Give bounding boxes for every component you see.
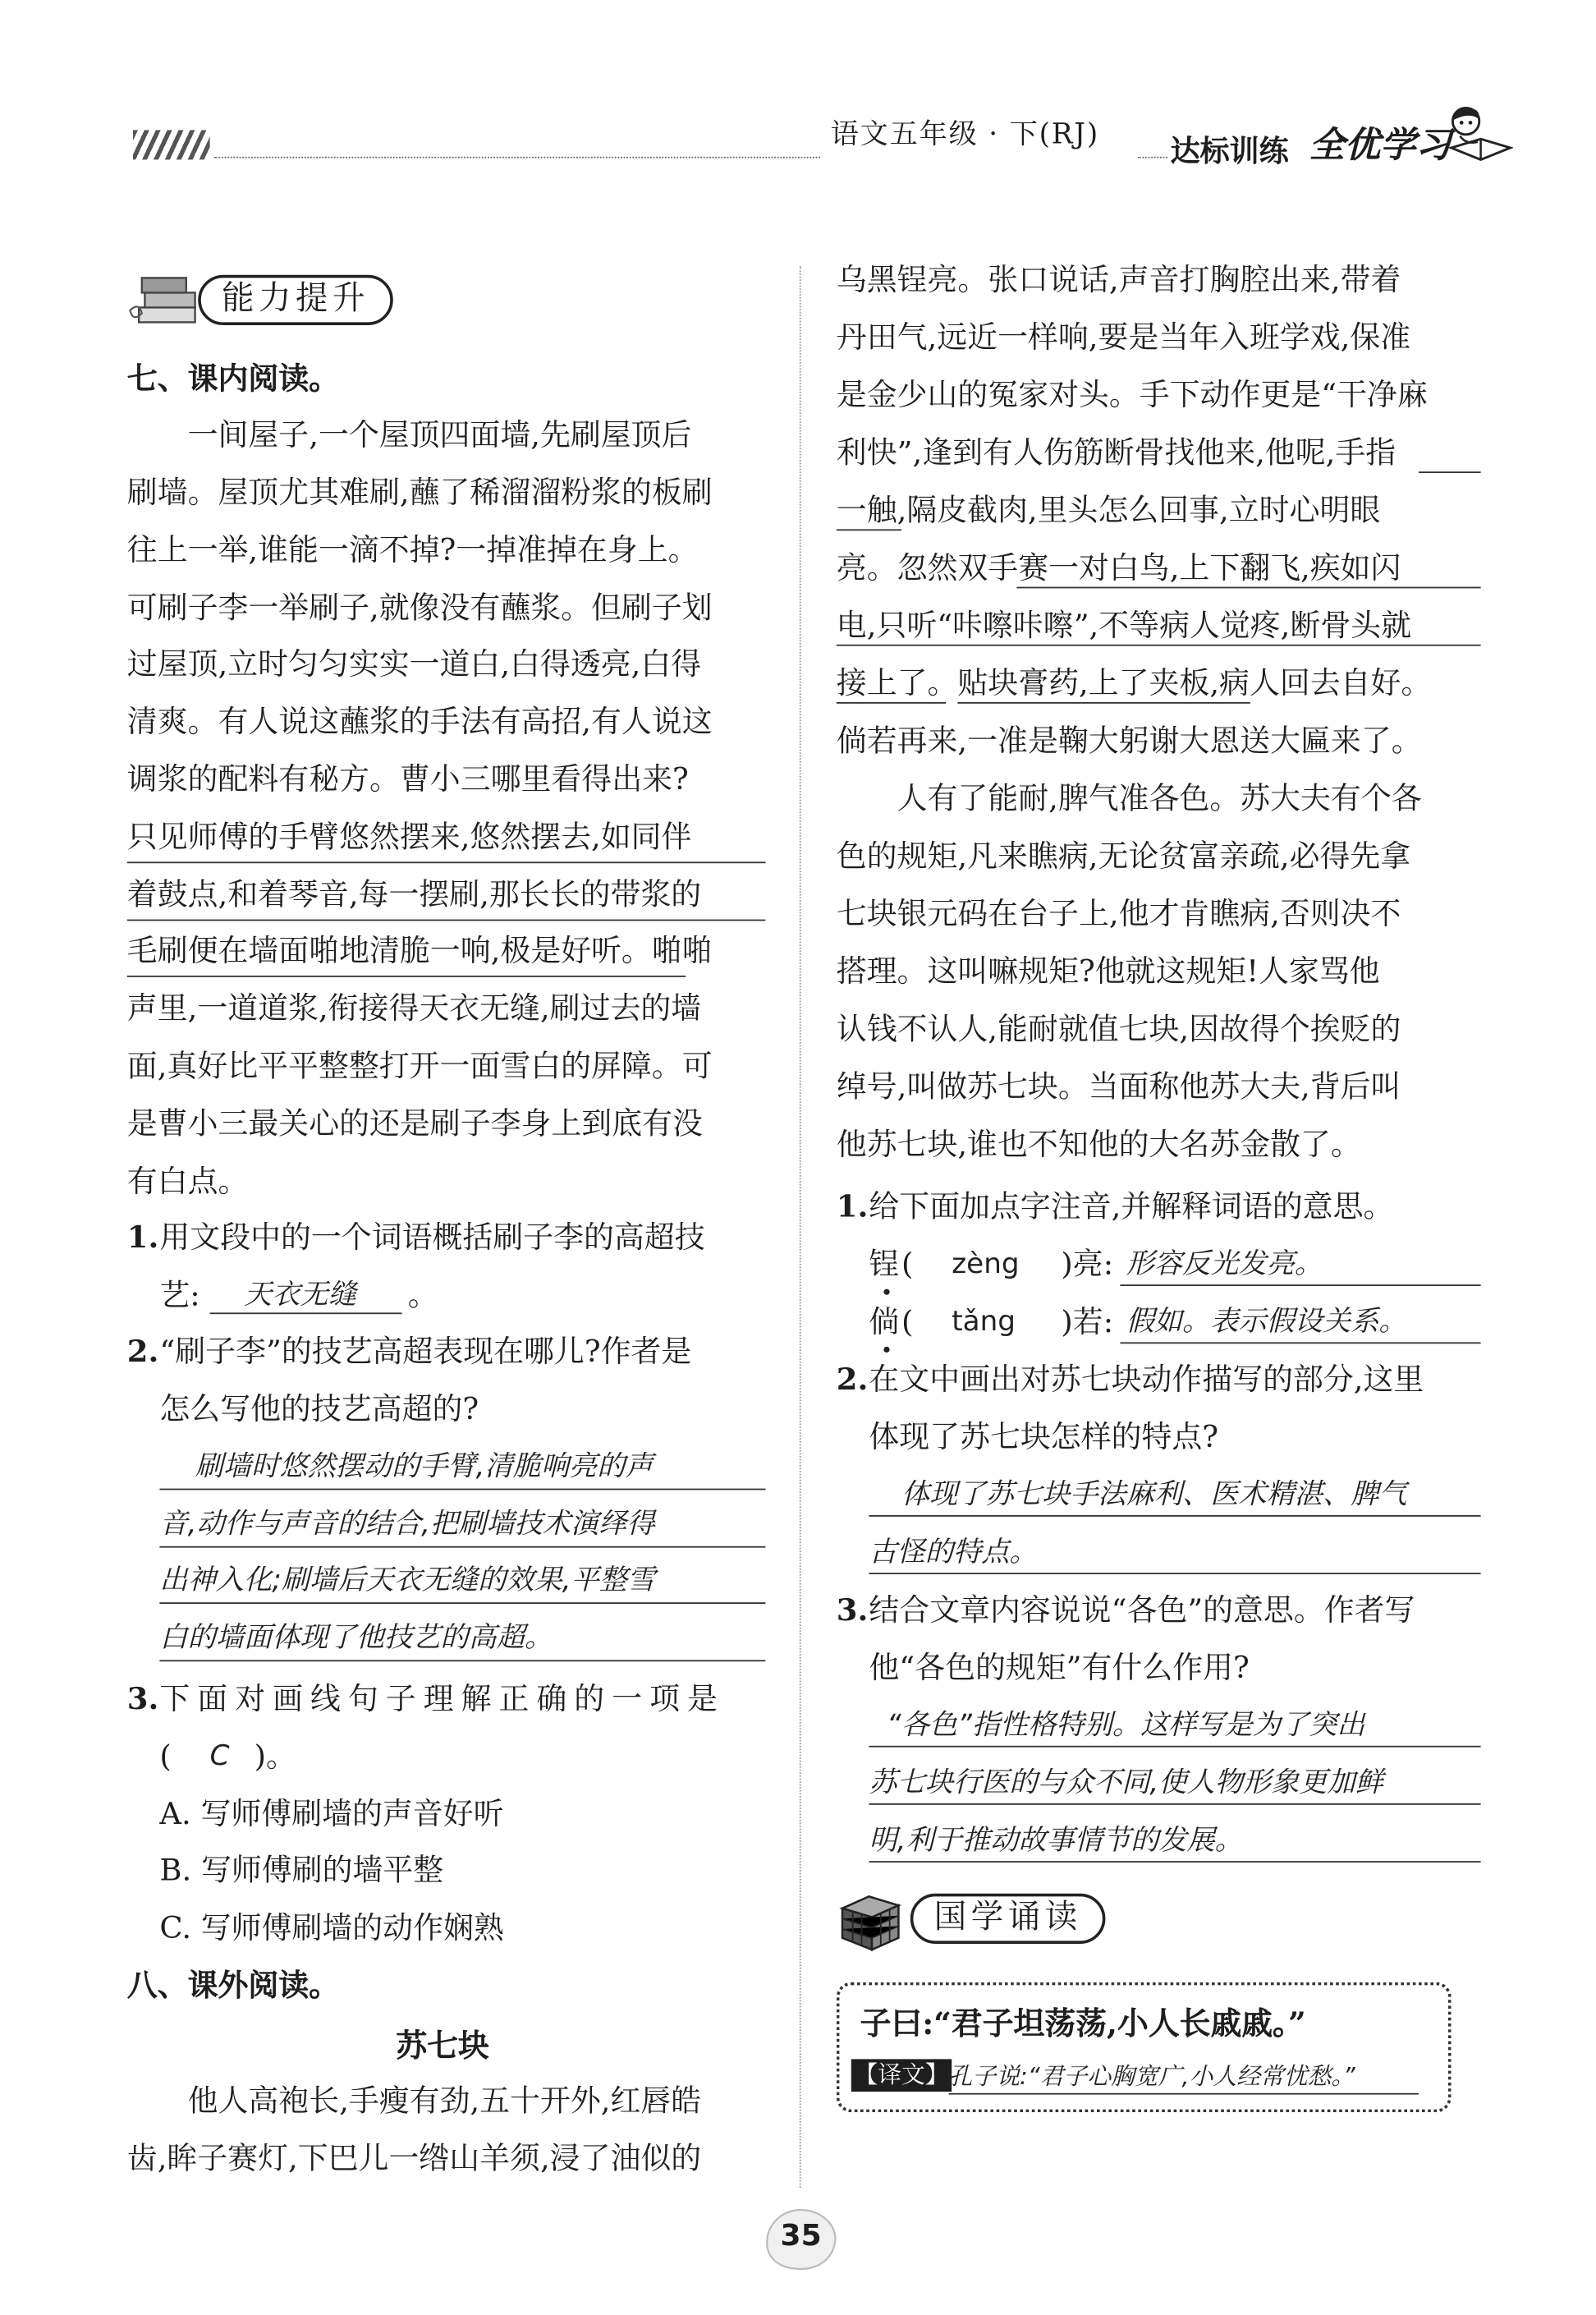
question-text: 下面对画线句子理解正确的一项是 xyxy=(159,1680,725,1716)
section-label: 能力提升 xyxy=(198,275,393,325)
underline xyxy=(127,976,686,977)
story-line: 人有了能耐,脾气准各色。苏大夫有个各 xyxy=(897,780,1422,816)
passage-line: 清爽。有人说这蘸浆的手法有高招,有人说这 xyxy=(126,703,713,739)
answer-text: 音,动作与声音的结合,把刷墙技术演绎得 xyxy=(159,1508,655,1541)
passage-line: 是曹小三最关心的还是刷子李身上到底有没 xyxy=(126,1105,703,1141)
story-line: 丹田气,远近一样响,要是当年入班学戏,保准 xyxy=(836,319,1411,355)
pinyin-answer: zèng xyxy=(952,1247,1020,1280)
passage-line: 可刷子李一举刷子,就像没有蘸浆。但刷子划 xyxy=(126,590,713,626)
question-text: 。 xyxy=(407,1277,438,1313)
story-line: 倘若再来,一准是鞠大躬谢大恩送大匾来了。 xyxy=(836,723,1422,759)
answer-text: “各色”指性格特别。这样写是为了突出 xyxy=(887,1708,1365,1742)
story-line: 齿,眸子赛灯,下巴儿一绺山羊须,浸了油似的 xyxy=(126,2140,702,2176)
answer-line xyxy=(869,1515,1480,1517)
answer-text: 形容反光发亮。 xyxy=(1126,1247,1323,1280)
answer-text: 出神入化;刷墙后天衣无缝的效果,平整雪 xyxy=(159,1564,656,1596)
header-rule-right xyxy=(1138,157,1167,158)
option-b: B. 写师傅刷的墙平整 xyxy=(159,1852,444,1888)
section-label: 国学诵读 xyxy=(910,1894,1106,1944)
passage-line: 调浆的配料有秘方。曹小三哪里看得出来? xyxy=(126,761,689,797)
part8-heading: 八、课外阅读。 xyxy=(126,1967,340,2003)
story-line: 他人高袍长,手瘦有劲,五十开外,红唇皓 xyxy=(187,2083,702,2119)
column-divider xyxy=(800,266,801,2188)
answer-text: 明,利于推动故事情节的发展。 xyxy=(869,1824,1243,1857)
paren-open: ( xyxy=(901,1246,914,1282)
translation-text: 孔子说:“君子心胸宽广,小人经常忧愁。” xyxy=(948,2062,1355,2091)
underline xyxy=(957,702,1250,704)
question-text: 给下面加点字注音,并解释词语的意思。 xyxy=(869,1188,1394,1224)
question-text: )若: xyxy=(1061,1303,1114,1339)
part7-heading: 七、课内阅读。 xyxy=(126,361,340,397)
answer-line xyxy=(1120,1342,1480,1344)
quote-text: 子曰:“君子坦荡荡,小人长戚戚。” xyxy=(860,2004,1306,2042)
answer-line xyxy=(159,1660,765,1661)
answer-line xyxy=(869,1803,1480,1805)
question-text: 体现了苏七块怎样的特点? xyxy=(869,1419,1219,1455)
paren-open: ( xyxy=(901,1303,914,1339)
story-line: 接上了。贴块膏药,上了夹板,病人回去自好。 xyxy=(836,665,1432,701)
underline xyxy=(127,861,766,863)
underline xyxy=(1016,587,1480,589)
underline xyxy=(837,645,1481,646)
rubiks-cube-icon xyxy=(837,1890,910,1953)
answer-text: 苏七块行医的与众不同,使人物形象更加鲜 xyxy=(869,1766,1383,1799)
answer-line xyxy=(869,1746,1480,1748)
option-c: C. 写师傅刷墙的动作娴熟 xyxy=(159,1909,504,1945)
section-badge-guoxue xyxy=(837,1890,1132,1944)
underline xyxy=(837,702,946,704)
emphasis-dot xyxy=(883,1347,889,1353)
passage-line: 声里,一道道浆,衔接得天衣无缝,刷过去的墙 xyxy=(126,990,702,1027)
answer-text: 白的墙面体现了他技艺的高超。 xyxy=(159,1621,553,1655)
question-text: 用文段中的一个词语概括刷子李的高超技 xyxy=(159,1220,705,1256)
story-line: 是金少山的冤家对头。手下动作更是“干净麻 xyxy=(836,377,1428,413)
paren-close: )。 xyxy=(254,1738,296,1774)
question-number: 2. xyxy=(126,1333,159,1369)
books-icon xyxy=(127,272,204,328)
dotted-char: 锃 xyxy=(869,1246,900,1282)
question-text: “刷子李”的技艺高超表现在哪儿?作者是 xyxy=(159,1333,692,1369)
passage-line: 有白点。 xyxy=(126,1163,249,1199)
paren-open: ( xyxy=(159,1738,172,1774)
underline xyxy=(1419,471,1481,473)
header-rule xyxy=(214,157,820,158)
answer-text: 天衣无缝 xyxy=(244,1279,356,1311)
underline xyxy=(837,529,901,531)
question-number: 1. xyxy=(126,1220,159,1256)
answer-line xyxy=(1120,1284,1480,1286)
question-number: 3. xyxy=(126,1680,159,1716)
question-text: 艺: xyxy=(159,1277,200,1313)
passage-line-underlined: 只见师傅的手臂悠然摆来,悠然摆去,如同伴 xyxy=(126,819,692,855)
answer-line xyxy=(869,1861,1480,1863)
question-number: 2. xyxy=(836,1361,869,1397)
answer-line xyxy=(159,1489,765,1491)
question-text: 怎么写他的技艺高超的? xyxy=(159,1390,479,1426)
page-number: 35 xyxy=(780,2217,822,2253)
passage-line: 刷墙。屋顶尤其难刷,蘸了稀溜溜粉浆的板刷 xyxy=(126,474,713,510)
passage-line: 面,真好比平平整整打开一面雪白的屏障。可 xyxy=(126,1048,713,1084)
brand-logo: 全优学习 xyxy=(1309,124,1452,166)
question-number: 3. xyxy=(836,1592,869,1628)
story-line: 搭理。这叫嘛规矩?他就这规矩!人家骂他 xyxy=(836,953,1380,990)
pinyin-answer: tǎng xyxy=(952,1305,1016,1338)
question-number: 1. xyxy=(836,1188,869,1224)
answer-line xyxy=(159,1546,765,1548)
answer-text: 刷墙时悠然摆动的手臂,清脆响亮的声 xyxy=(195,1449,654,1483)
question-text: )亮: xyxy=(1061,1246,1114,1282)
choice-answer: C xyxy=(209,1739,230,1773)
story-line: 乌黑锃亮。张口说话,声音打胸腔出来,带着 xyxy=(836,261,1401,297)
dotted-char: 倘 xyxy=(869,1303,900,1339)
course-label: 语文五年级 · 下(RJ) xyxy=(830,118,1099,151)
answer-text: 体现了苏七块手法麻利、医术精湛、脾气 xyxy=(901,1478,1407,1511)
story-line: 电,只听“咔嚓咔嚓”,不等病人觉疼,断骨头就 xyxy=(836,607,1412,643)
story-line: 一触,隔皮截肉,里头怎么回事,立时心明眼 xyxy=(836,492,1381,528)
story-line: 亮。忽然双手赛一对白鸟,上下翻飞,疾如闪 xyxy=(836,549,1401,586)
training-label: 达标训练 xyxy=(1170,133,1289,169)
header-stripes xyxy=(133,130,210,159)
story-line: 色的规矩,凡来瞧病,无论贫富亲疏,必得先拿 xyxy=(836,838,1411,874)
answer-text: 假如。表示假设关系。 xyxy=(1126,1305,1407,1338)
underline xyxy=(127,920,766,921)
answer-line xyxy=(949,2093,1419,2095)
answer-line xyxy=(159,1602,765,1604)
story-title: 苏七块 xyxy=(396,2026,489,2064)
story-line: 认钱不认人,能耐就值七块,因故得个挨贬的 xyxy=(836,1011,1401,1047)
story-line: 绰号,叫做苏七块。当面称他苏大夫,背后叫 xyxy=(836,1068,1401,1105)
passage-line-underlined: 着鼓点,和着琴音,每一摆刷,那长长的带浆的 xyxy=(126,876,702,912)
emphasis-dot xyxy=(883,1289,889,1295)
question-text: 在文中画出对苏七块动作描写的部分,这里 xyxy=(869,1361,1424,1397)
story-line: 利快”,逢到有人伤筋断骨找他来,他呢,手指 xyxy=(836,434,1396,471)
reading-boy-icon xyxy=(1445,103,1513,168)
answer-line xyxy=(869,1573,1480,1574)
passage-line: 过屋顶,立时匀匀实实一道白,白得透亮,白得 xyxy=(126,645,702,682)
story-line: 七块银元码在台子上,他才肯瞧病,否则决不 xyxy=(836,895,1401,931)
passage-line: 一间屋子,一个屋顶四面墙,先刷屋顶后 xyxy=(187,416,692,452)
passage-line: 往上一举,谁能一滴不掉?一掉准掉在身上。 xyxy=(126,532,699,568)
answer-blank xyxy=(210,1312,402,1314)
story-line: 他苏七块,谁也不知他的大名苏金散了。 xyxy=(836,1126,1361,1162)
question-text: 他“各色的规矩”有什么作用? xyxy=(869,1649,1250,1685)
answer-text: 古怪的特点。 xyxy=(869,1536,1038,1569)
question-text: 结合文章内容说说“各色”的意思。作者写 xyxy=(869,1592,1415,1628)
section-badge-ability xyxy=(127,272,423,325)
passage-line-underlined: 毛刷便在墙面啪地清脆一响,极是好听。啪啪 xyxy=(126,932,713,968)
option-a: A. 写师傅刷墙的声音好听 xyxy=(159,1796,504,1832)
translation-tag: 【译文】 xyxy=(851,2059,952,2092)
